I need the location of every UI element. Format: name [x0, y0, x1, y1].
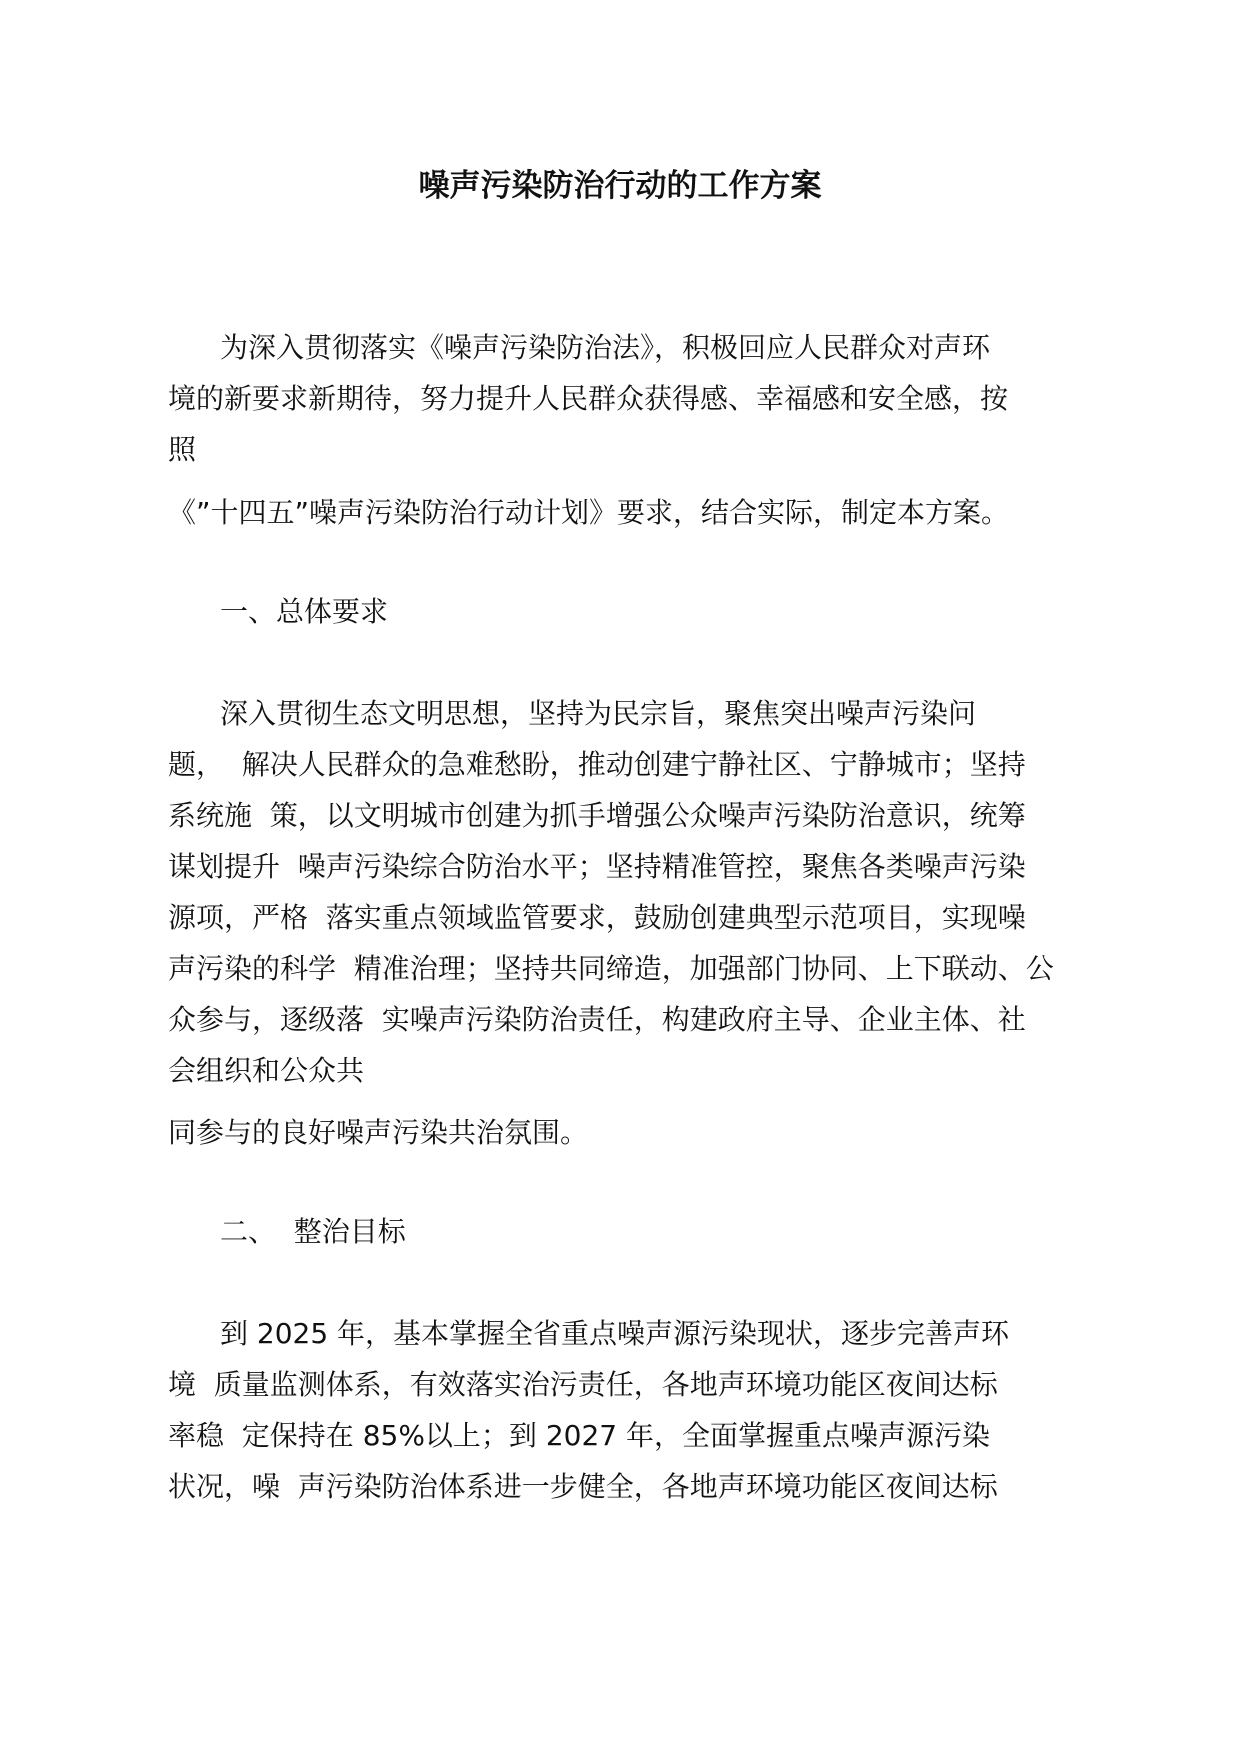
section-1-line-4: 谋划提升 噪声污染综合防治水平；坚持精准管控，聚焦各类噪声污染 — [168, 850, 1026, 883]
document-title: 噪声污染防治行动的工作方案 — [418, 168, 822, 204]
section-1-line-6: 声污染的科学 精准治理；坚持共同缔造，加强部门协同、上下联动、公 — [168, 952, 1054, 985]
section-1-line-9: 同参与的良好噪声污染共治氛围。 — [168, 1116, 589, 1149]
section-2-heading: 二、 整治目标 — [220, 1215, 406, 1248]
section-1-line-5: 源项，严格 落实重点领域监管要求，鼓励创建典型示范项目，实现噪 — [168, 901, 1026, 934]
section-2-line-2: 境 质量监测体系，有效落实治污责任，各地声环境功能区夜间达标 — [168, 1368, 998, 1401]
section-2-line-3: 率稳 定保持在 85%以上；到 2027 年，全面掌握重点噪声源污染 — [168, 1419, 990, 1452]
section-1-heading: 一、总体要求 — [220, 595, 389, 628]
section-1-line-3: 系统施 策，以文明城市创建为抓手增强公众噪声污染防治意识，统筹 — [168, 799, 1026, 832]
intro-line-1: 为深入贯彻落实《噪声污染防治法》，积极回应人民群众对声环 — [220, 331, 991, 364]
intro-line-2: 境的新要求新期待，努力提升人民群众获得感、幸福感和安全感，按 — [168, 382, 1009, 415]
intro-line-4: 《”十四五”噪声污染防治行动计划》要求，结合实际，制定本方案。 — [168, 496, 1010, 529]
section-1-line-2: 题， 解决人民群众的急难愁盼，推动创建宁静社区、宁静城市；坚持 — [168, 748, 1026, 781]
section-1-line-1: 深入贯彻生态文明思想，坚持为民宗旨，聚焦突出噪声污染问 — [220, 697, 977, 730]
section-1-line-7: 众参与，逐级落 实噪声污染防治责任，构建政府主导、企业主体、社 — [168, 1003, 1026, 1036]
intro-line-3: 照 — [168, 433, 197, 466]
section-2-line-4: 状况，噪 声污染防治体系进一步健全，各地声环境功能区夜间达标 — [168, 1470, 998, 1503]
section-1-line-8: 会组织和公众共 — [168, 1054, 365, 1087]
section-2-line-1: 到 2025 年，基本掌握全省重点噪声源污染现状，逐步完善声环 — [220, 1317, 1010, 1350]
